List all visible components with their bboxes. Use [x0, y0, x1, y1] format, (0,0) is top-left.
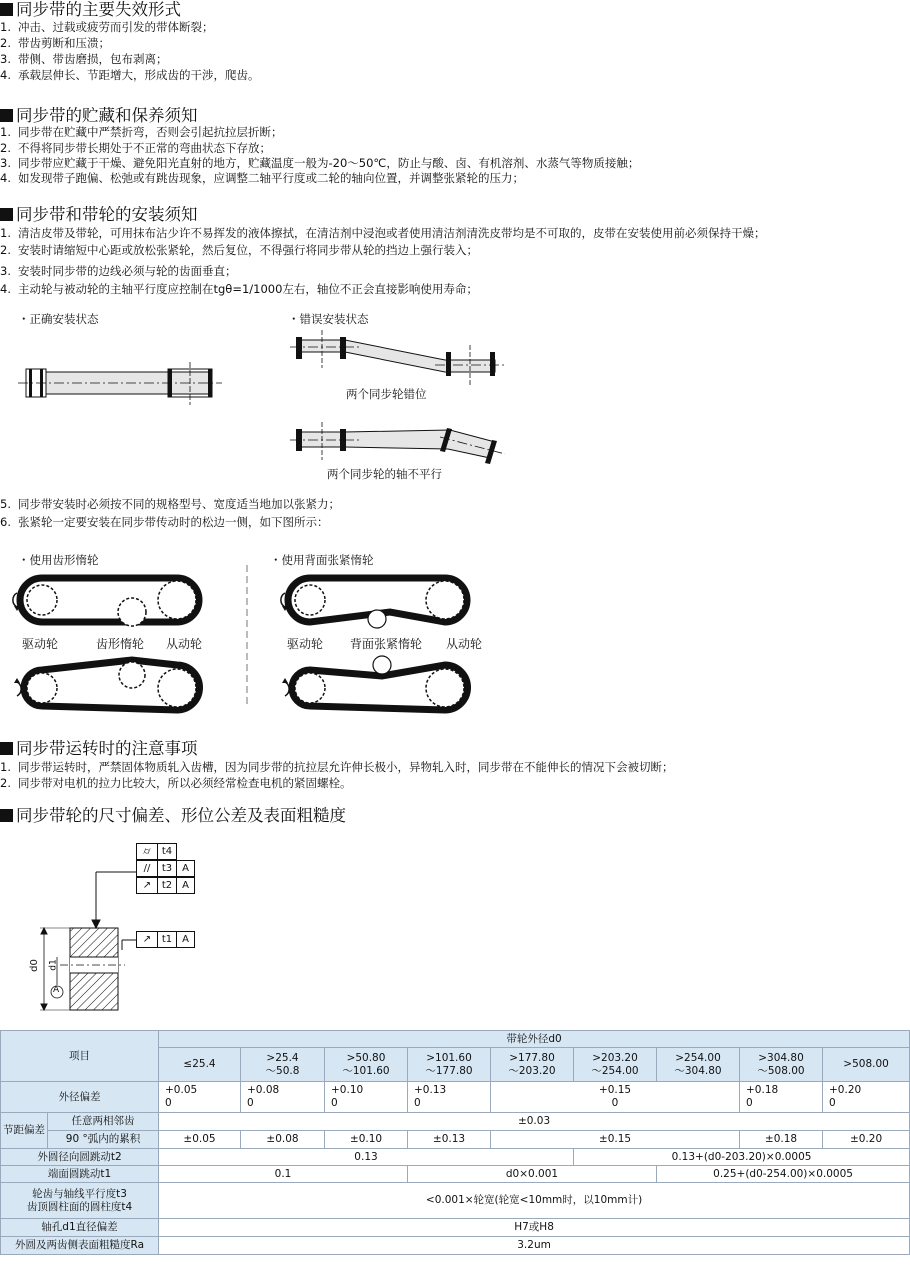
range-cell: >508.00 [823, 1048, 910, 1082]
section-title-tolerance: 同步带轮的尺寸偏差、形位公差及表面粗糙度 [0, 806, 346, 826]
table-row: 外圆及两齿侧表面粗糙度Ra 3.2um [1, 1237, 910, 1255]
fcf-t2: t2 [157, 877, 177, 894]
d0-label: d0 [28, 959, 40, 972]
range-cell: >50.80 ～101.60 [325, 1048, 408, 1082]
toothed-idler-title: ・使用齿形惰轮 [18, 553, 99, 567]
table-row: 轴孔d1直径偏差 H7或H8 [1, 1219, 910, 1237]
list-item: 2. 同步带对电机的拉力比较大，所以必须经常检查电机的紧固螺栓。 [0, 776, 352, 790]
list-item: 1. 同步带运转时，严禁固体物质轧入齿槽，因为同步带的抗拉层允许伸长极小，异物轧入时，同步带在不能伸长的情况下会被切断； [0, 760, 674, 774]
fcf-parallel-symbol: // [136, 860, 158, 877]
fcf-runout-symbol: ↗ [136, 931, 158, 948]
nonparallel-caption: 两个同步轮的轴不平行 [327, 467, 442, 481]
range-cell: >304.80 ～508.00 [740, 1048, 823, 1082]
section-title-install: 同步带和带轮的安装须知 [0, 205, 198, 225]
back-idler-title: ・使用背面张紧惰轮 [270, 553, 374, 567]
fcf-datum-a: A [176, 931, 195, 948]
tolerance-table [0, 1030, 910, 1255]
header-item: 项目 [1, 1031, 159, 1082]
d1-label: d1 [48, 959, 59, 971]
fcf-datum-a: A [176, 877, 195, 894]
list-item: 6. 张紧轮一定要安装在同步带传动时的松边一侧，如下图所示： [0, 515, 329, 529]
list-item: 3. 安装时同步带的边线必须与轮的齿面垂直； [0, 264, 237, 278]
misaligned-diagram [290, 330, 505, 385]
table-row: 节距偏差 任意两相邻齿 ±0.03 [1, 1113, 910, 1131]
back-idler-diagram-top [281, 578, 467, 628]
list-item: 4. 主动轮与被动轮的主轴平行度应控制在tgθ=1/1000左右，轴位不正会直接影响使用寿命； [0, 282, 478, 296]
list-item: 3. 同步带应贮藏于干燥、避免阳光直射的地方，贮藏温度一般为-20～50℃，防止与酸、卤、有机溶剂、水蒸气等物质接触； [0, 156, 640, 170]
section-title-storage: 同步带的贮藏和保养须知 [0, 106, 198, 126]
table-row: 轮齿与轴线平行度t3 齿顶圆柱面的圆柱度t4 <0.001×轮宽(轮宽<10mm时，以10mm计) [1, 1183, 910, 1219]
range-cell: >177.80 ～203.20 [491, 1048, 574, 1082]
list-item: 4. 如发现带子跑偏、松弛或有跳齿现象，应调整二轴平行度或二轮的轴向位置，并调整张紧轮的压力； [0, 171, 524, 185]
back-idler-diagram-bottom [282, 656, 468, 710]
table-row: 90 °弧内的累积 ±0.05 ±0.08 ±0.10 ±0.13 ±0.15 ±0.18 ±0.20 [1, 1131, 910, 1149]
datum-a-label: A [53, 985, 60, 995]
correct-install-diagram [18, 362, 222, 405]
nonparallel-diagram [290, 422, 505, 464]
table-row: 外圆径向圆跳动t2 0.13 0.13+(d0-203.20)×0.0005 [1, 1149, 910, 1166]
list-item: 1. 冲击、过载或疲劳而引发的带体断裂； [0, 20, 214, 34]
fcf-t1: t1 [157, 931, 177, 948]
drive-pulley-label: 驱动轮 [22, 637, 59, 651]
range-cell: >203.20 ～254.00 [574, 1048, 657, 1082]
range-cell: >25.4 ～50.8 [241, 1048, 325, 1082]
fcf-datum-a: A [176, 860, 195, 877]
list-item: 1. 清洁皮带及带轮，可用抹布沾少许不易挥发的液体擦拭，在清洁剂中浸泡或者使用清洁剂清洗皮带均是不可取的，皮带在安装使用前必须保持干燥； [0, 226, 766, 240]
fcf-cylindricity-symbol: ⌭ [136, 843, 158, 860]
misaligned-caption: 两个同步轮错位 [346, 387, 427, 401]
toothed-idler-diagram-bottom [14, 660, 200, 710]
toothed-idler-label: 齿形惰轮 [96, 637, 145, 651]
header-outer-diameter: 带轮外径d0 [159, 1031, 910, 1048]
range-cell: >254.00 ～304.80 [657, 1048, 740, 1082]
list-item: 2. 不得将同步带长期处于不正常的弯曲状态下存放； [0, 141, 271, 155]
list-item: 3. 带侧、带齿磨损，包布剥离； [0, 52, 168, 66]
list-item: 2. 带齿剪断和压溃； [0, 36, 110, 50]
table-row: 端面圆跳动t1 0.1 d0×0.001 0.25+(d0-254.00)×0.0005 [1, 1166, 910, 1183]
list-item: 2. 安装时请缩短中心距或放松张紧轮，然后复位，不得强行将同步带从轮的挡边上强行装入； [0, 243, 478, 257]
wrong-install-label: ・错误安装状态 [288, 312, 369, 326]
table-row: 外径偏差 +0.05 0 +0.08 0 +0.10 0 +0.13 0 +0.15 0 +0.18 0 +0.20 0 [1, 1082, 910, 1113]
driven-pulley-label: 从动轮 [166, 637, 203, 651]
fcf-t3: t3 [157, 860, 177, 877]
back-idler-label: 背面张紧惰轮 [350, 637, 423, 651]
fcf-runout-symbol: ↗ [136, 877, 158, 894]
list-item: 5. 同步带安装时必须按不同的规格型号、宽度适当地加以张紧力； [0, 497, 340, 511]
list-item: 4. 承载层伸长、节距增大，形成齿的干涉，爬齿。 [0, 68, 260, 82]
range-cell: ≤25.4 [159, 1048, 241, 1082]
section-title-operation: 同步带运转时的注意事项 [0, 739, 198, 759]
list-item: 1. 同步带在贮藏中严禁折弯，否则会引起抗拉层折断； [0, 125, 283, 139]
fcf-t4: t4 [157, 843, 177, 860]
driven-pulley-label: 从动轮 [446, 637, 483, 651]
correct-install-label: ・正确安装状态 [18, 312, 99, 326]
section-title-failure: 同步带的主要失效形式 [0, 0, 181, 20]
toothed-idler-diagram-top [13, 578, 199, 626]
drive-pulley-label: 驱动轮 [287, 637, 324, 651]
range-cell: >101.60 ～177.80 [408, 1048, 491, 1082]
